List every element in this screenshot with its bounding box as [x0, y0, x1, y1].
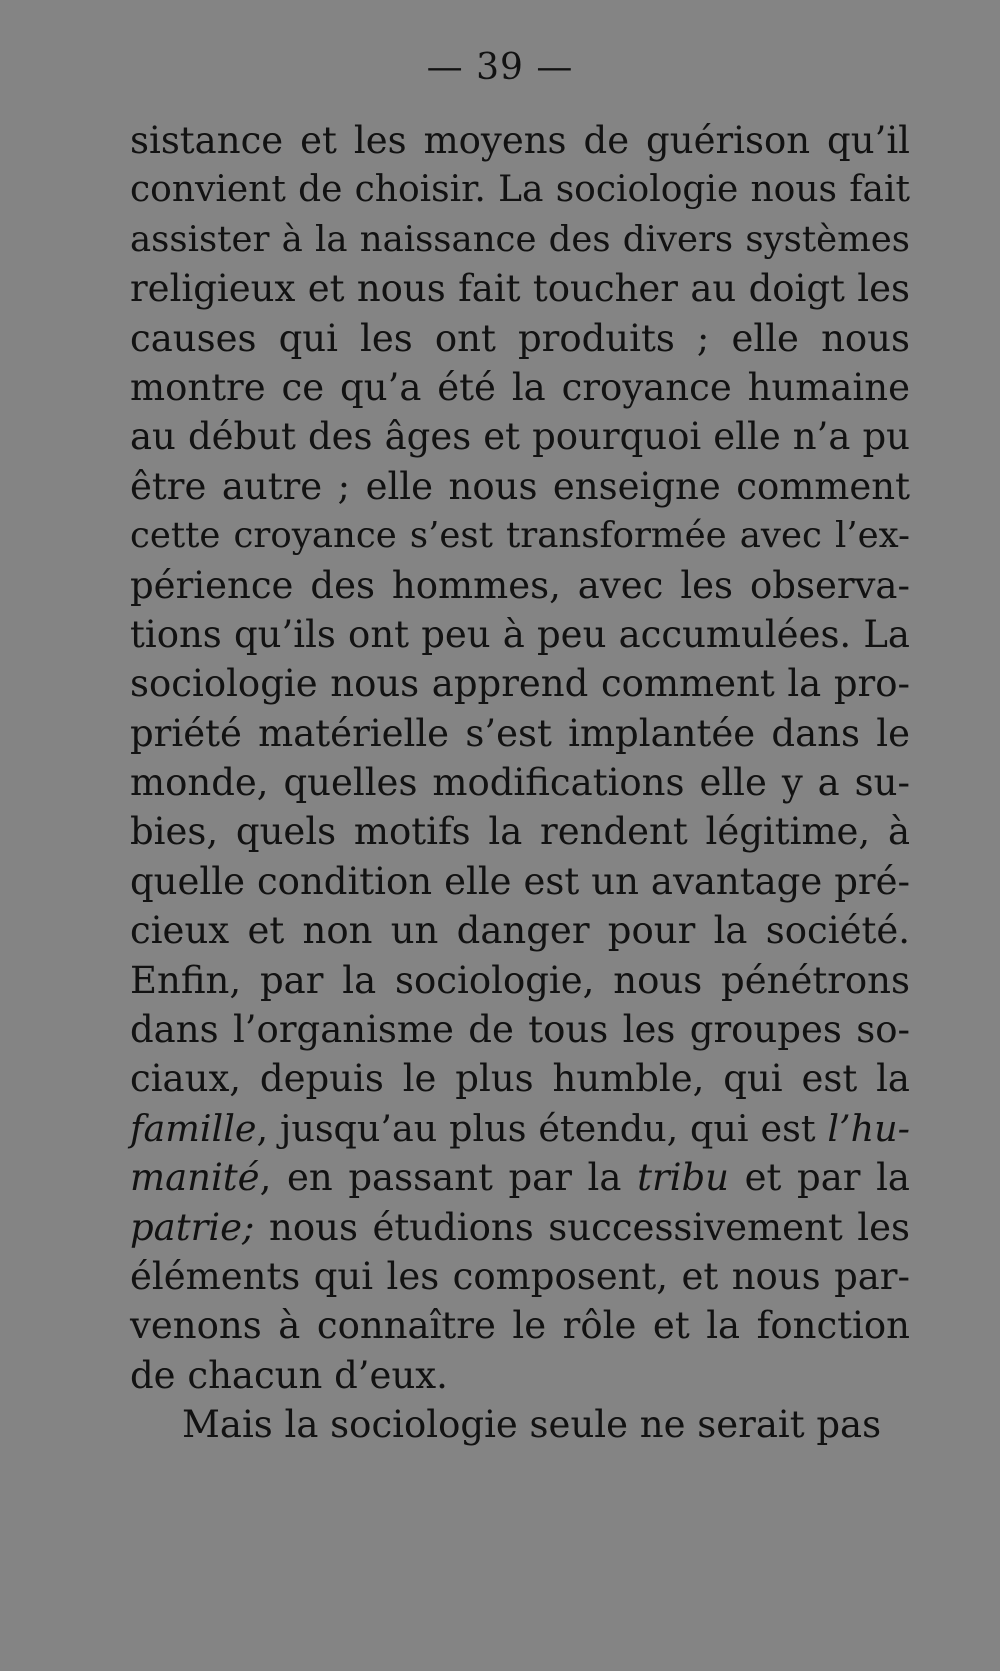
text-line [130, 610, 910, 659]
text-span: et par la [728, 1156, 910, 1200]
text-span: nous étudions successivement les [254, 1205, 910, 1249]
text-span: périence des hommes, avec les observa- [130, 563, 910, 607]
text-line [130, 956, 910, 1005]
text-span: bies, quels motifs la rendent légitime, à [130, 810, 910, 854]
text-line [130, 709, 910, 758]
text-span: être autre ; elle nous enseigne comment [130, 464, 910, 508]
text-span: cieux et non un danger pour la société. [130, 909, 910, 953]
text-line [130, 363, 910, 412]
text-span: convient de choisir. La sociologie nous fait [130, 169, 910, 211]
text-span: , jusqu’au plus étendu, qui est [256, 1106, 828, 1150]
italic-text-span: tribu [637, 1156, 729, 1200]
text-line [130, 1054, 910, 1103]
text-span: montre ce qu’a été la croyance humaine [130, 365, 910, 409]
text-line [130, 165, 910, 214]
text-line [130, 659, 910, 708]
text-span: Mais la sociologie seule ne serait pas [182, 1403, 882, 1447]
text-span: tions qu’ils ont peu à peu accumulées. La [130, 612, 910, 656]
page-number: — 39 — [426, 47, 574, 88]
text-line [130, 314, 910, 363]
text-span: religieux et nous fait toucher au doigt les [130, 267, 910, 311]
text-line [130, 1252, 910, 1301]
text-line [130, 1301, 910, 1350]
text-line [130, 1351, 910, 1400]
text-span: monde, quelles modifications elle y a su- [130, 761, 910, 805]
text-span: venons à connaître le rôle et la fonction [130, 1304, 910, 1348]
text-line [130, 1153, 910, 1202]
text-line [130, 1005, 910, 1054]
text-span: sistance et les moyens de guérison qu’il [130, 119, 910, 162]
text-span: causes qui les ont produits ; elle nous [130, 316, 910, 360]
text-line [130, 906, 910, 955]
text-line [130, 462, 910, 511]
text-span: de chacun d’eux. [130, 1353, 448, 1397]
text-span: , en passant par la [259, 1156, 638, 1200]
text-line [130, 857, 910, 906]
body-text [130, 116, 910, 1450]
text-line [130, 561, 910, 610]
text-line [130, 758, 910, 807]
text-line [130, 1400, 910, 1449]
text-span: cette croyance s’est transformée avec l’ex- [130, 515, 910, 557]
text-line [130, 1104, 910, 1153]
text-span: quelle condition elle est un avantage pré- [130, 859, 910, 903]
italic-text-span: famille [130, 1106, 257, 1150]
text-line [130, 511, 910, 560]
text-line [130, 807, 910, 856]
text-span: Enfin, par la sociologie, nous pénétrons [130, 958, 910, 1002]
italic-text-span: patrie; [130, 1205, 255, 1249]
text-span: au début des âges et pourquoi elle n’a pu [130, 415, 910, 459]
text-span: ciaux, depuis le plus humble, qui est la [130, 1057, 910, 1101]
text-line [130, 1203, 910, 1252]
text-span: priété matérielle s’est implantée dans le [130, 711, 910, 755]
text-span: dans l’organisme de tous les groupes so- [130, 1008, 910, 1052]
text-line [130, 116, 910, 165]
text-span: éléments qui les composent, et nous par- [130, 1254, 910, 1298]
italic-text-span: l’hu- [827, 1106, 910, 1150]
text-span: assister à la naissance des divers systèmes [130, 218, 910, 260]
italic-text-span: manité [130, 1156, 260, 1200]
text-line [130, 215, 910, 264]
text-span: sociologie nous apprend comment la pro- [130, 662, 910, 706]
text-line [130, 412, 910, 461]
text-line [130, 264, 910, 313]
